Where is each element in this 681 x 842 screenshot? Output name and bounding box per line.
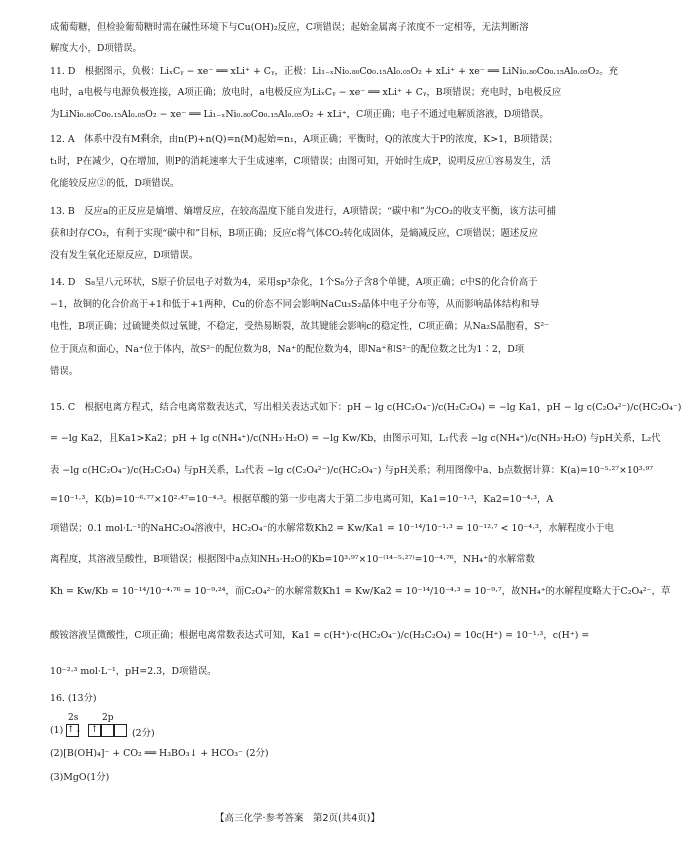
- orbital-prefix: (1): [50, 725, 64, 736]
- orbital-label-2s: 2s: [68, 713, 79, 723]
- text-line: t₁时，P在减少，Q在增加，则P的消耗速率大于生成速率，C项错误；由图可知，开始时生成P，说明反应①容易发生，活: [50, 156, 551, 167]
- text-line: 电时，a电极与电源负极连接，A项正确；放电时，a电极反应为LiₓCᵧ − xe⁻ ══ xLi⁺ + Cᵧ，B项错误；充电时，b电极反应: [50, 87, 562, 98]
- text-line: 13. B 反应a的正反应是熵增、熵增反应，在较高温度下能自发进行，A项错误；“碳中和”为CO₂的收支平衡，该方法可捕: [50, 206, 556, 217]
- text-line: 电性，B项正确；过硫键类似过氧键，不稳定，受热易断裂，故其键能会影响c的稳定性，C项正确；从Na₂S晶胞看，S²⁻: [50, 321, 550, 332]
- text-line: 16. (13分): [50, 693, 97, 704]
- text-line: (2)[B(OH)₄]⁻ + CO₂ ══ H₃BO₃↓ + HCO₃⁻ (2分): [50, 748, 269, 759]
- text-line: 为LiNi₀.₈₀Co₀.₁₅Al₀.₀₅O₂ − xe⁻ ══ Li₁₋ₓNi₀.₈₀Co₀.₁₅Al₀.₀₅O₂ + xLi⁺，C项正确；电子不通过电解质溶液，D项错误。: [50, 109, 549, 120]
- text-line: 解度大小，D项错误。: [50, 43, 142, 54]
- orbital-box-2p: [101, 724, 114, 737]
- text-line: 15. C 根据电离方程式，结合电离常数表达式，写出相关表达式如下：pH − lg c(HC₂O₄⁻)/c(H₂C₂O₄) = −lg Ka1，pH − lg c(C₂O₄²⁻)/c(HC₂O₄⁻): [50, 402, 681, 413]
- text-line: 没有发生氧化还原反应，D项错误。: [50, 250, 199, 261]
- orbital-diagram: [50, 713, 350, 739]
- text-line: 化能较反应②的低，D项错误。: [50, 178, 180, 189]
- text-line: 表 −lg c(HC₂O₄⁻)/c(H₂C₂O₄) 与pH关系，L₃代表 −lg c(C₂O₄²⁻)/c(HC₂O₄⁻) 与pH关系；利用图像中a、b点数据计算：K(a)=10⁻⁵·²⁷×10³·⁹⁷: [50, 465, 654, 476]
- text-line: 离程度，其溶液呈酸性，B项错误；根据图中a点知NH₃·H₂O的Kb=10³·⁹⁷×10⁻⁽¹⁴⁻⁵·²⁷⁾=10⁻⁴·⁷⁶，NH₄⁺的水解常数: [50, 554, 535, 565]
- text-line: Kh = Kw/Kb = 10⁻¹⁴/10⁻⁴·⁷⁶ = 10⁻⁹·²⁴，而C₂O₄²⁻的水解常数Kh1 = Kw/Ka2 = 10⁻¹⁴/10⁻⁴·³ = 10⁻⁹·⁷，故NH₄⁺的水解程度略大于C₂O₄²⁻，草: [50, 586, 671, 597]
- orbital-label-2p: 2p: [102, 713, 114, 723]
- orbital-box-2p: [114, 724, 127, 737]
- text-line: (3)MgO(1分): [50, 772, 110, 783]
- page-footer: 【高三化学·参考答案 第2页(共4页)】: [214, 813, 381, 824]
- text-line: 位于顶点和面心，Na⁺位于体内，故S²⁻的配位数为8，Na⁺的配位数为4，即Na⁺和S²⁻的配位数之比为1∶2，D项: [50, 344, 525, 355]
- text-line: −1，故铜的化合价高于+1和低于+1两种，Cu的价态不同会影响NaCu₃S₂晶体中电子分布等，从而影响晶体结构和导: [50, 299, 540, 310]
- orbital-box-2p: ↑: [88, 724, 101, 737]
- text-line: 14. D S₈呈八元环状，S原子价层电子对数为4，采用sp³杂化，1个S₈分子含8个单键，A项正确；c中S的化合价高于: [50, 277, 538, 288]
- text-line: 11. D 根据图示，负极：LiₓCᵧ − xe⁻ ══ xLi⁺ + Cᵧ，正极：Li₁₋ₓNi₀.₈₀Co₀.₁₅Al₀.₀₅O₂ + xLi⁺ + xe⁻ ══ LiNi₀.₈₀Co₀.₁₅Al₀.₀₅O₂。充: [50, 66, 618, 77]
- orbital-score: (2分): [132, 728, 155, 739]
- text-line: = −lg Ka2，且Ka1>Ka2；pH + lg c(NH₄⁺)/c(NH₃·H₂O) = −lg Kw/Kb，由图示可知，L₁代表 −lg c(NH₄⁺)/c(NH₃·H₂O) 与pH关系，L₂代: [50, 433, 661, 444]
- text-line: 错误。: [50, 366, 79, 377]
- text-line: 获和封存CO₂，有利于实现“碳中和”目标，B项正确；反应c将气体CO₂转化成固体，是熵减反应，C项错误；题述反应: [50, 228, 539, 239]
- text-line: 成葡萄糖，但检验葡萄糖时需在碱性环境下与Cu(OH)₂反应，C项错误；起始金属离子浓度不一定相等，无法判断溶: [50, 22, 529, 33]
- text-line: 10⁻²·³ mol·L⁻¹，pH=2.3，D项错误。: [50, 666, 217, 677]
- text-line: 12. A 体系中没有M剩余，由n(P)+n(Q)=n(M)起始=n₁，A项正确；平衡时，Q的浓度大于P的浓度，K>1，B项错误；: [50, 134, 558, 145]
- text-line: 项错误；0.1 mol·L⁻¹的NaHC₂O₄溶液中，HC₂O₄⁻的水解常数Kh2 = Kw/Ka1 = 10⁻¹⁴/10⁻¹·³ = 10⁻¹²·⁷ < 10⁻⁴·³，水解程度小于电: [50, 523, 614, 534]
- orbital-box-2s: ↑↓: [67, 725, 83, 735]
- text-line: 酸铵溶液呈微酸性，C项正确；根据电离常数表达式可知，Ka1 = c(H⁺)·c(HC₂O₄⁻)/c(H₂C₂O₄) = 10c(H⁺) = 10⁻¹·³，c(H⁺) =: [50, 630, 590, 641]
- text-line: =10⁻¹·³，K(b)=10⁻⁶·⁷⁷×10²·⁴⁷=10⁻⁴·³。根据草酸的第一步电离大于第二步电离可知，Ka1=10⁻¹·³，Ka2=10⁻⁴·³，A: [50, 494, 554, 505]
